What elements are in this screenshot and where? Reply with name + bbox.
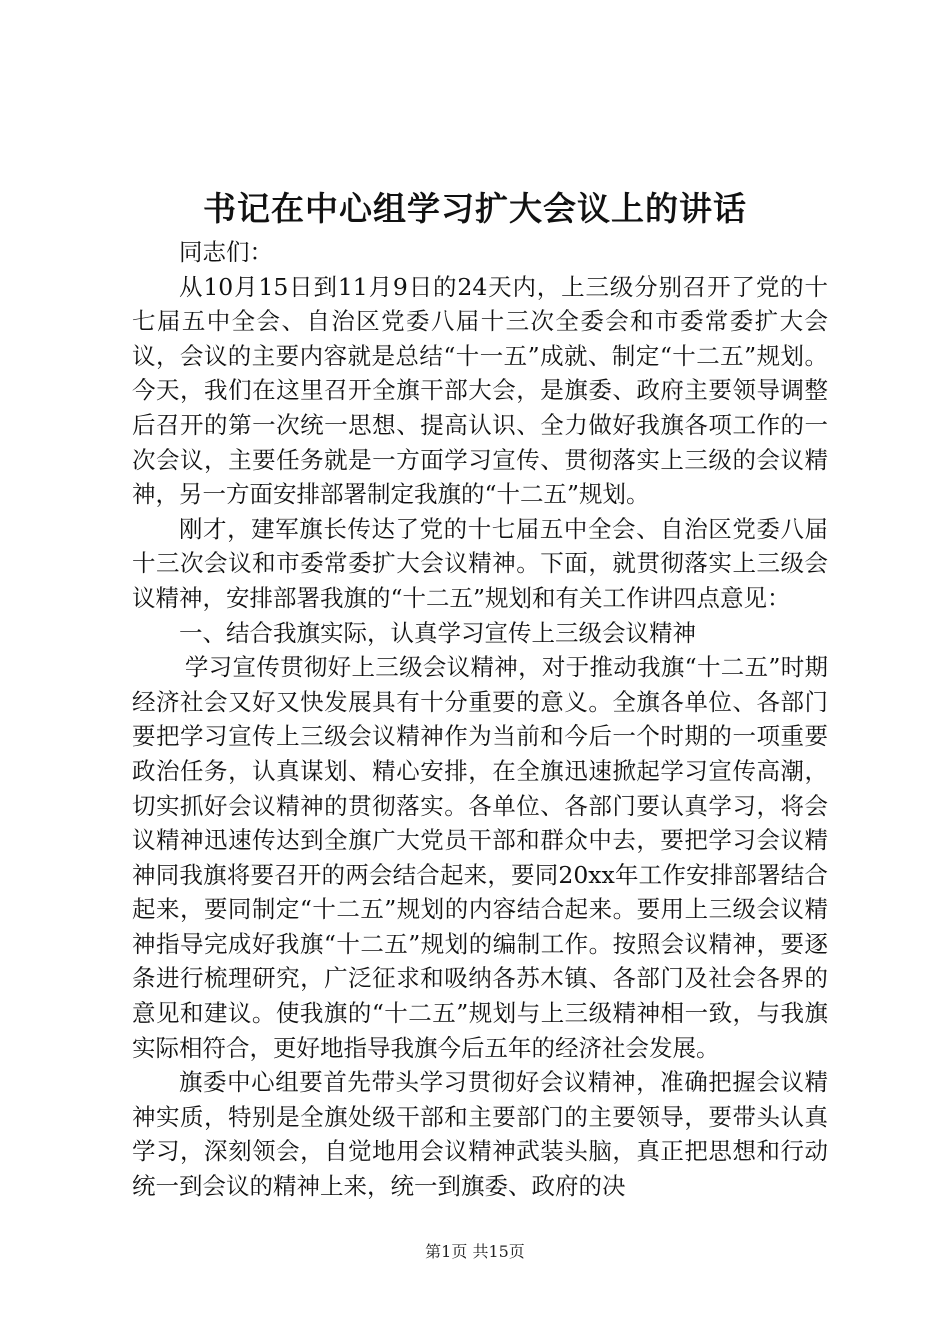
body-paragraph: 从10月15日到11月9日的24天内，上三级分别召开了党的十七届五中全会、自治区党委八届十三次全委会和市委常委扩大会议，会议的主要内容就是总结“十一五”成就、制定“十二五”规划。今天，我们在这里召开全旗干部大会，是旗委、政府主要领导调整后召开的第一次统一思想、提高认识、全力做好我旗各项工作的一次会议，主要任务就是一方面学习宣传、贯彻落实上三级的会议精神，另一方面安排部署制定我旗的“十二五”规划。 (132, 272, 828, 509)
page-footer: 第1页 共15页 (425, 1242, 525, 1261)
document-title: 书记在中心组学习扩大会议上的讲话 (203, 189, 747, 228)
body-paragraph: 学习宣传贯彻好上三级会议精神，对于推动我旗“十二五”时期经济社会又好又快发展具有十分重要的意义。全旗各单位、各部门要把学习宣传上三级会议精神作为当前和今后一个时期的一项重要政治任务，认真谋划、精心安排，在全旗迅速掀起学习宣传高潮，切实抓好会议精神的贯彻落实。各单位、各部门要认真学习，将会议精神迅速传达到全旗广大党员干部和群众中去，要把学习会议精神同我旗将要召开的两会结合起来，要同20xx年工作安排部署结合起来，要同制定“十二五”规划的内容结合起来。要用上三级会议精神指导完成好我旗“十二五”规划的编制工作。按照会议精神，要逐条进行梳理研究，广泛征求和吸纳各苏木镇、各部门及社会各界的意见和建议。使我旗的“十二五”规划与上三级精神相一致，与我旗实际相符合，更好地指导我旗今后五年的经济社会发展。 (132, 653, 828, 1062)
document-body (132, 235, 828, 1204)
section-heading: 一、结合我旗实际，认真学习宣传上三级会议精神 (179, 618, 696, 647)
salutation-paragraph: 同志们： (179, 238, 273, 266)
body-paragraph: 刚才，建军旗长传达了党的十七届五中全会、自治区党委八届十三次会议和市委常委扩大会议精神。下面，就贯彻落实上三级会议精神，安排部署我旗的“十二五”规划和有关工作讲四点意见： (132, 514, 828, 612)
body-paragraph: 旗委中心组要首先带头学习贯彻好会议精神，准确把握会议精神实质，特别是全旗处级干部和主要部门的主要领导，要带头认真学习，深刻领会，自觉地用会议精神武装头脑，真正把思想和行动统一到会议的精神上来，统一到旗委、政府的决 (132, 1068, 828, 1201)
